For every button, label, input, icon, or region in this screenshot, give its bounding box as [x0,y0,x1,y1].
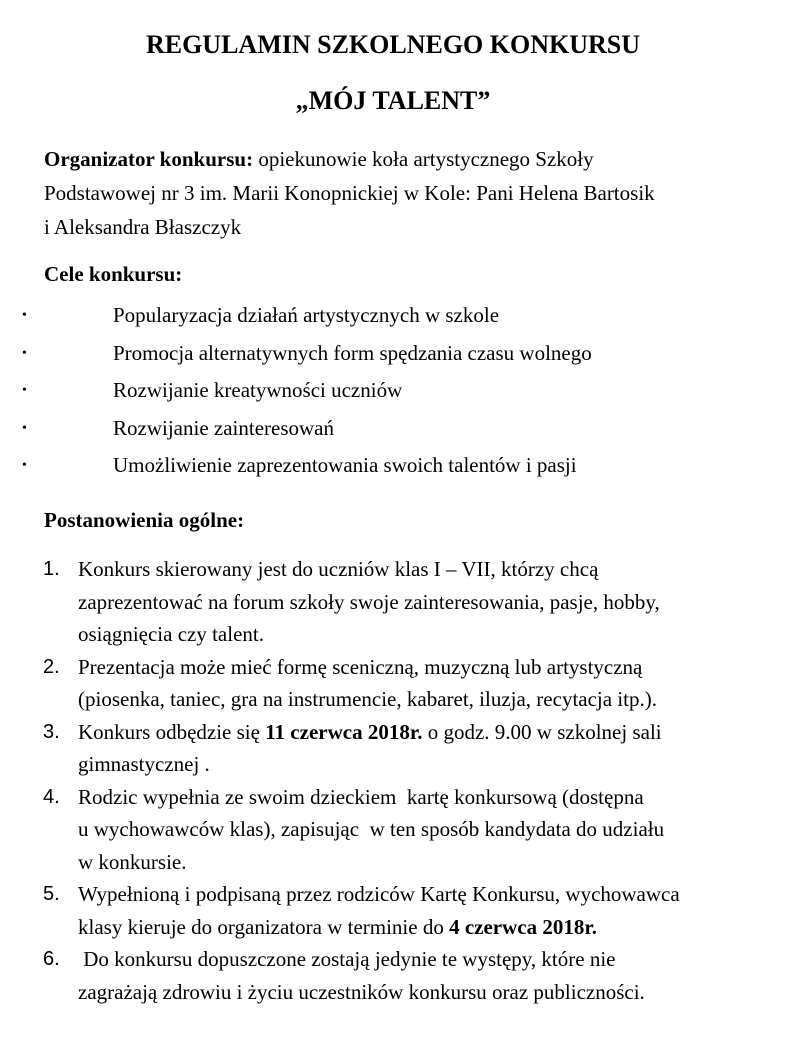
list-item [0,716,786,781]
list-item [0,943,786,1008]
goal-text: Rozwijanie zainteresowań [113,415,334,440]
list-item [0,781,786,879]
rule-number: 5. [43,883,60,905]
rule-text [78,943,778,1008]
rule-text [78,716,778,781]
organizer-line-1: opiekunowie koła artystycznego Szkoły [253,147,594,171]
rule-line: Rodzic wypełnia ze swoim dzieckiem kartę konkursową (dostępna [78,784,644,809]
rule-number: 4. [43,785,60,808]
rule-number: 2. [43,655,60,678]
list-item [0,372,786,410]
rule-line [78,716,778,749]
rule-line: w konkursie. [78,849,187,874]
rule-number: 6. [43,948,60,970]
rule-line: Do konkursu dopuszczone zostają jedynie te występy, które nie [78,947,616,971]
goals-list [0,297,786,485]
list-item [0,297,786,335]
list-item [0,878,786,943]
general-provisions-heading: Postanowienia ogólne: [44,508,245,532]
rule-line: Wypełnioną i podpisaną przez rodziców Kartę Konkursu, wychowawca [78,882,680,906]
goal-text: Promocja alternatywnych form spędzania czasu wolnego [113,340,592,365]
list-item [0,651,786,716]
contest-date: 11 czerwca 2018r. [265,719,423,744]
rule-line: zaprezentować na forum szkoły swoje zainteresowania, pasje, hobby, [78,589,660,614]
bullet-icon: • [22,420,27,436]
rule-line: Konkurs skierowany jest do uczniów klas I – VII, którzy chcą [78,557,599,581]
organizer-paragraph [44,142,764,244]
rule-number: 3. [43,720,60,743]
bullet-icon: • [22,458,27,473]
rule-line-part: Konkurs odbędzie się [78,719,266,744]
deadline-date: 4 czerwca 2018r. [449,914,598,939]
rules-list [0,553,786,1008]
rule-line: osiągnięcia czy talent. [78,622,264,646]
goal-text: Umożliwienie zaprezentowania swoich talentów i pasji [113,453,577,477]
goal-text: Popularyzacja działań artystycznych w szkole [113,303,500,327]
bullet-icon: • [22,383,27,398]
document-title: REGULAMIN SZKOLNEGO KONKURSU [145,30,641,59]
rule-number: 1. [43,558,60,580]
list-item [0,410,786,448]
goal-text: Rozwijanie kreatywności uczniów [113,378,403,402]
rule-line: zagrażają zdrowiu i życiu uczestników konkursu oraz publiczności. [78,979,645,1004]
list-item [0,335,786,373]
list-item [0,553,786,651]
rule-line: gimnastycznej . [78,752,210,776]
rule-line: Prezentacja może mieć formę sceniczną, muzyczną lub artystyczną [78,654,643,679]
rule-text [78,553,778,651]
organizer-line-2: Podstawowej nr 3 im. Marii Konopnickiej w Kole: Pani Helena Bartosik [44,181,655,205]
rule-text [78,781,778,879]
rule-line: (piosenka, taniec, gra na instrumencie, kabaret, iluzja, recytacja itp.). [78,687,657,711]
rule-line-part: o godz. 9.00 w szkolnej sali [422,719,662,744]
rule-line-part: klasy kieruje do organizatora w terminie do [78,914,450,939]
bullet-icon: • [22,345,27,361]
organizer-label: Organizator konkursu: [44,147,254,171]
list-item [0,447,786,485]
organizer-line-3: i Aleksandra Błaszczyk [44,215,242,239]
rule-text [78,651,778,716]
goals-heading: Cele konkursu: [44,262,183,286]
rule-line: u wychowawców klas), zapisując w ten sposób kandydata do udziału [78,817,665,841]
contest-name: „MÓJ TALENT” [295,86,491,115]
rule-text [78,878,778,943]
rule-line [78,911,778,944]
bullet-icon: • [22,308,27,323]
